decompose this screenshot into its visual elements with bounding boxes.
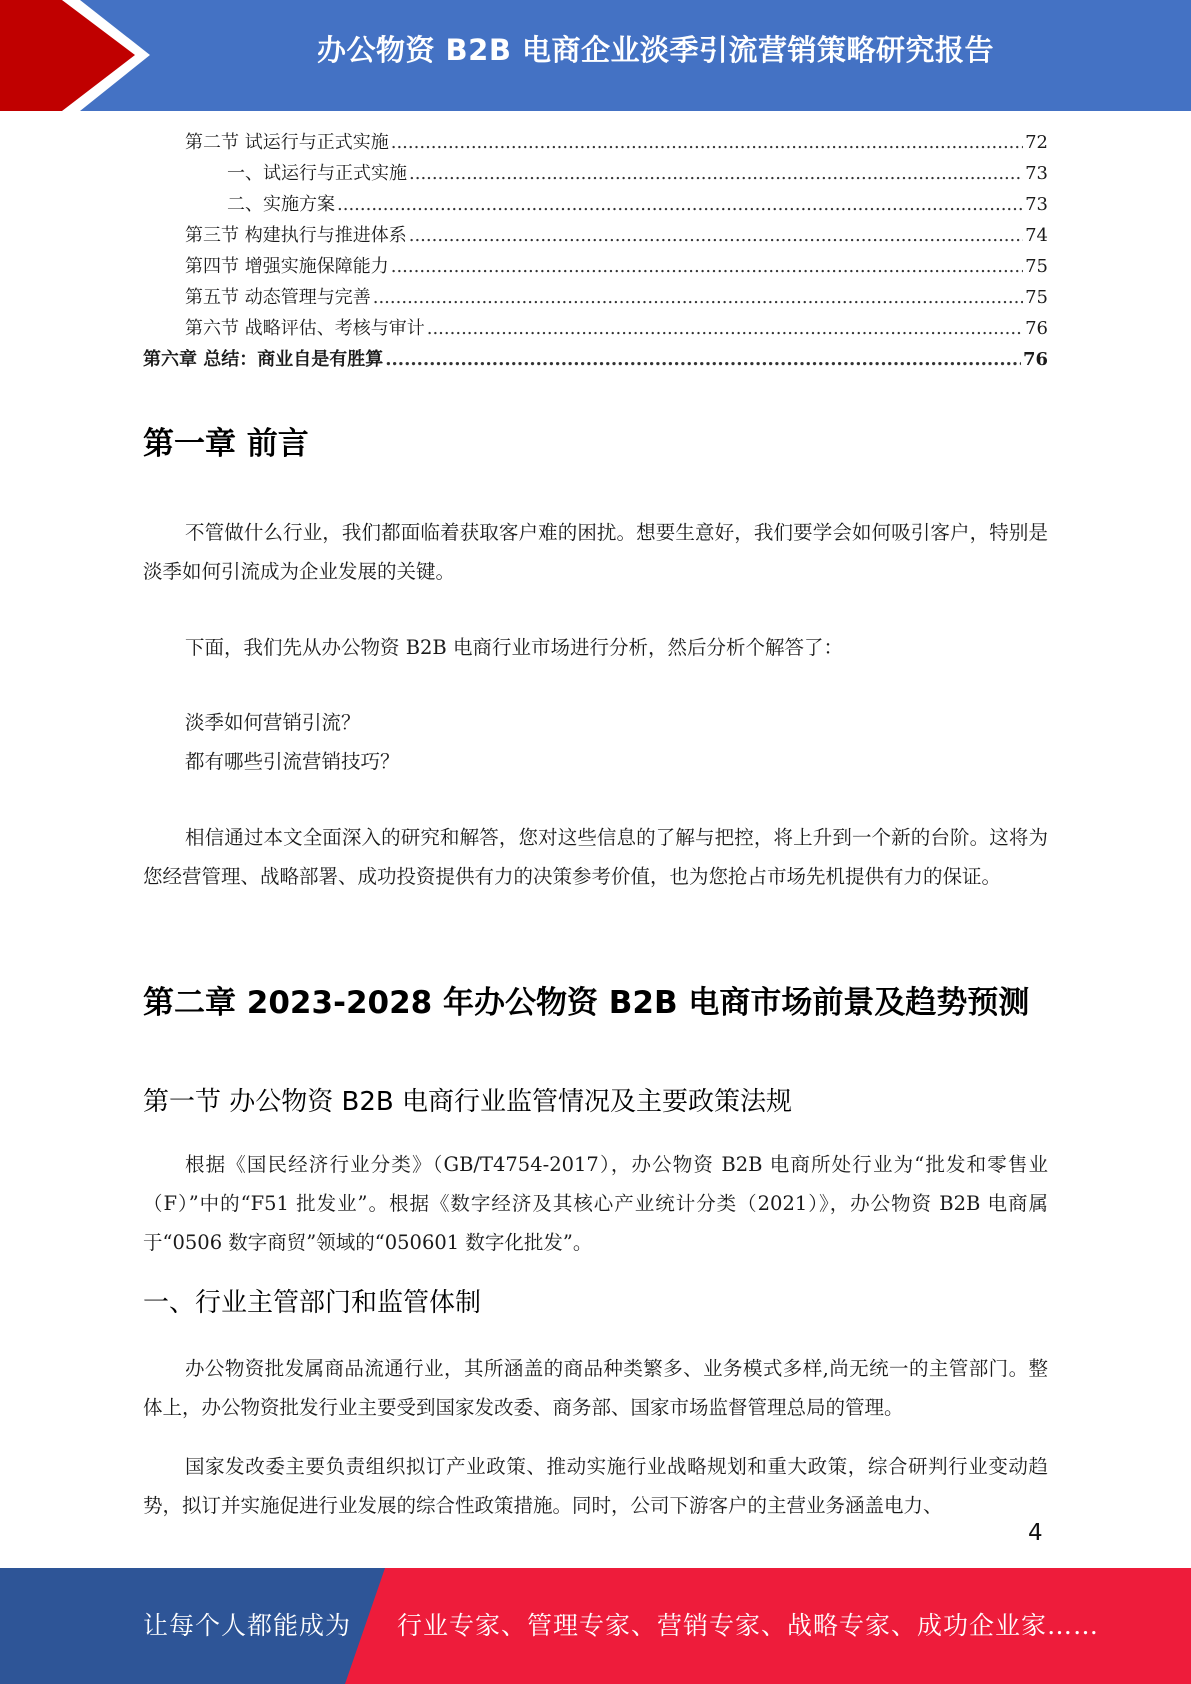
paragraph: 下面，我们先从办公物资 B2B 电商行业市场进行分析，然后分析个解答了： — [185, 636, 843, 659]
paragraph: 根据《国民经济行业分类》（GB/T4754-2017），办公物资 B2B 电商所处行业为“批发和零售业（F）”中的“F51 批发业”。根据《数字经济及其核心产业统计分类（2021）》，办公物资 B2B 电商属于“0506 数字商贸”领域的“050601 数字化批发”。 — [143, 1153, 1048, 1254]
toc-entry-page: 75 — [1025, 287, 1048, 308]
subsection-1-heading-block — [143, 1282, 1048, 1319]
subsection-1-body — [143, 1349, 1048, 1427]
subsection-title: 一、行业主管部门和监管体制 — [143, 1288, 482, 1318]
toc-entry[interactable] — [143, 159, 1048, 190]
toc-entry-label: 第六节 战略评估、考核与审计 — [185, 318, 425, 339]
toc-entry-page: 73 — [1025, 163, 1048, 184]
toc-entry-page: 76 — [1025, 318, 1048, 339]
toc-entry-page: 76 — [1022, 349, 1048, 370]
report-title: 办公物资 B2B 电商企业淡季引流营销策略研究报告 — [316, 33, 995, 67]
toc-entry-label: 第三节 构建执行与推进体系 — [185, 225, 407, 246]
paragraph: 相信通过本文全面深入的研究和解答，您对这些信息的了解与把控，将上升到一个新的台阶。这将为您经营管理、战略部署、成功投资提供有力的决策参考价值，也为您抢占市场先机提供有力的保证。 — [143, 826, 1048, 888]
chapter-1-heading-block — [143, 418, 1048, 463]
table-of-contents — [143, 128, 1048, 376]
toc-entry[interactable] — [143, 128, 1048, 159]
subsection-1-body-2 — [143, 1447, 1048, 1525]
section-1-body — [143, 1145, 1048, 1262]
chapter-title: 第二章 2023-2028 年办公物资 B2B 电商市场前景及趋势预测 — [143, 985, 1030, 1021]
footer-slogan-left: 让每个人都能成为 — [143, 1611, 352, 1640]
toc-entry-label: 第二节 试运行与正式实施 — [185, 132, 389, 153]
toc-entry-label: 第四节 增强实施保障能力 — [185, 256, 389, 277]
toc-entry-chapter[interactable] — [143, 345, 1048, 376]
paragraph: 不管做什么行业，我们都面临着获取客户难的困扰。想要生意好，我们要学会如何吸引客户，特别是淡季如何引流成为企业发展的关键。 — [143, 521, 1048, 583]
toc-entry-label: 第六章 总结：商业自是有胜算 — [143, 349, 384, 370]
chapter-1-body-3 — [143, 818, 1048, 896]
toc-entry-page: 75 — [1025, 256, 1048, 277]
toc-entry-page: 72 — [1025, 132, 1048, 153]
question-item: 淡季如何营销引流？ — [185, 711, 361, 734]
section-1-heading-block — [143, 1081, 1048, 1118]
toc-entry[interactable] — [143, 283, 1048, 314]
footer-slogan-right: 行业专家、管理专家、营销专家、战略专家、成功企业家…… — [397, 1611, 1100, 1640]
chapter-1-body — [143, 513, 1048, 591]
toc-entry[interactable] — [143, 314, 1048, 345]
toc-entry-label: 第五节 动态管理与完善 — [185, 287, 371, 308]
toc-entry[interactable] — [143, 221, 1048, 252]
question-list — [143, 703, 1048, 781]
chapter-title: 第一章 前言 — [143, 426, 309, 462]
toc-entry[interactable] — [143, 252, 1048, 283]
toc-entry-page: 73 — [1025, 194, 1048, 215]
chapter-2-heading-block — [143, 977, 1048, 1022]
chapter-1-body-2 — [143, 628, 1048, 667]
paragraph: 办公物资批发属商品流通行业，其所涵盖的商品种类繁多、业务模式多样,尚无统一的主管部门。整体上，办公物资批发行业主要受到国家发改委、商务部、国家市场监督管理总局的管理。 — [143, 1357, 1048, 1419]
paragraph: 国家发改委主要负责组织拟订产业政策、推动实施行业战略规划和重大政策，综合研判行业变动趋势，拟订并实施促进行业发展的综合性政策措施。同时，公司下游客户的主营业务涵盖电力、 — [143, 1455, 1048, 1517]
page-number: 4 — [1028, 1520, 1043, 1546]
toc-entry-page: 74 — [1025, 225, 1048, 246]
page-footer-banner — [0, 1568, 1191, 1684]
toc-entry[interactable] — [143, 190, 1048, 221]
section-title: 第一节 办公物资 B2B 电商行业监管情况及主要政策法规 — [143, 1087, 793, 1117]
toc-entry-label: 一、试运行与正式实施 — [227, 163, 407, 184]
question-item: 都有哪些引流营销技巧？ — [185, 750, 400, 773]
page-header-banner — [0, 0, 1191, 111]
toc-entry-label: 二、实施方案 — [227, 194, 335, 215]
